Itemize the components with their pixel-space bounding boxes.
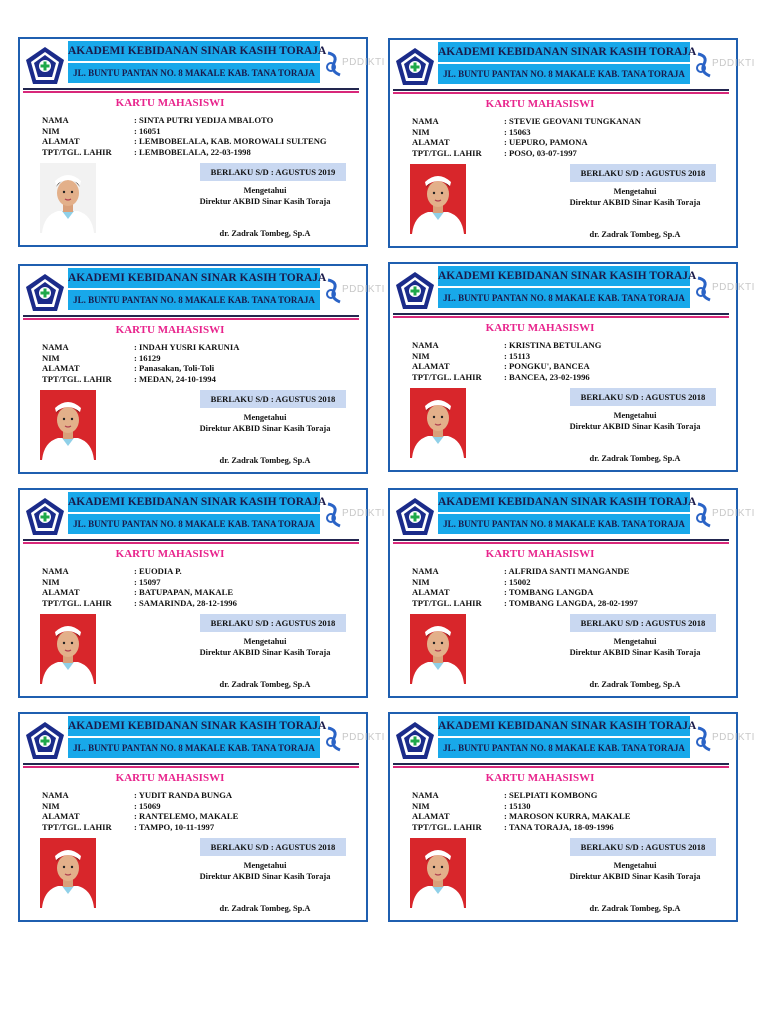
value-alamat: : Panasakan, Toli-Toli <box>134 363 215 373</box>
director-title: Direktur AKBID Sinar Kasih Toraja <box>569 648 701 657</box>
field-nama <box>412 340 601 351</box>
field-nim <box>412 801 631 812</box>
approval-label: Mengetahui <box>243 413 287 422</box>
label-nama: NAMA <box>412 566 439 576</box>
student-portrait-icon <box>410 838 466 908</box>
value-nim: : 16129 <box>134 352 161 363</box>
approval-label: Mengetahui <box>613 637 657 646</box>
academy-logo-icon <box>394 720 436 762</box>
academy-title: AKADEMI KEBIDANAN SINAR KASIH TORAJA <box>68 716 320 736</box>
academy-logo-icon <box>24 45 66 87</box>
student-fields <box>42 342 239 384</box>
value-alamat: : BATUPAPAN, MAKALE <box>134 587 234 597</box>
field-tpt <box>412 598 638 609</box>
academy-title: AKADEMI KEBIDANAN SINAR KASIH TORAJA <box>438 42 690 62</box>
academy-logo-icon <box>394 270 436 312</box>
field-tpt <box>42 147 327 158</box>
field-nama <box>42 115 327 126</box>
field-alamat <box>412 361 601 372</box>
field-nim <box>42 577 237 588</box>
pddikti-text: PDDIKTI <box>712 732 755 743</box>
academy-address: JL. BUNTU PANTAN NO. 8 MAKALE KAB. TANA TORAJA <box>68 514 320 534</box>
value-nama: : INDAH YUSRI KARUNIA <box>134 342 240 352</box>
label-alamat: ALAMAT <box>412 811 450 821</box>
student-card <box>18 37 385 247</box>
academy-address: JL. BUNTU PANTAN NO. 8 MAKALE KAB. TANA TORAJA <box>68 738 320 758</box>
value-tpt: : TANA TORAJA, 18-09-1996 <box>504 821 614 832</box>
label-nama: NAMA <box>412 116 439 126</box>
value-nim: : 16051 <box>134 125 161 136</box>
academy-title: AKADEMI KEBIDANAN SINAR KASIH TORAJA <box>438 492 690 512</box>
label-nama: NAMA <box>412 340 439 350</box>
field-nim <box>412 351 601 362</box>
academy-logo-icon <box>24 496 66 538</box>
header-divider-accent <box>23 766 359 768</box>
label-nim: NIM <box>42 352 60 363</box>
approval-block <box>540 860 730 882</box>
value-alamat: : RANTELEMO, MAKALE <box>134 811 239 821</box>
label-nama: NAMA <box>412 790 439 800</box>
label-nim: NIM <box>412 350 430 361</box>
label-nama: NAMA <box>42 342 69 352</box>
pddikti-text: PDDIKTI <box>712 282 755 293</box>
field-nama <box>412 790 631 801</box>
student-card <box>388 488 755 698</box>
director-title: Direktur AKBID Sinar Kasih Toraja <box>569 198 701 207</box>
student-portrait-icon <box>410 388 466 458</box>
signatory-name: dr. Zadrak Tombeg, Sp.A <box>219 904 311 913</box>
value-nama: : STEVIE GEOVANI TUNGKANAN <box>504 116 641 126</box>
card-heading: KARTU MAHASISWI <box>485 98 595 110</box>
pddikti-text: PDDIKTI <box>342 284 385 295</box>
approval-block <box>540 410 730 432</box>
student-card <box>388 262 755 472</box>
student-portrait-icon <box>410 614 466 684</box>
academy-address: JL. BUNTU PANTAN NO. 8 MAKALE KAB. TANA TORAJA <box>438 514 690 534</box>
student-photo <box>40 838 96 908</box>
value-tpt: : LEMBOBELALA, 22-03-1998 <box>134 146 251 157</box>
label-tpt: TPT/TGL. LAHIR <box>412 371 482 382</box>
field-tpt <box>42 598 237 609</box>
label-nama: NAMA <box>42 790 69 800</box>
signatory-name: dr. Zadrak Tombeg, Sp.A <box>589 454 681 463</box>
field-tpt <box>412 822 631 833</box>
value-tpt: : TAMPO, 10-11-1997 <box>134 821 215 832</box>
field-nim <box>412 127 641 138</box>
pddikti-logo <box>694 276 755 302</box>
signatory-name: dr. Zadrak Tombeg, Sp.A <box>219 229 311 238</box>
card-heading: KARTU MAHASISWI <box>115 97 225 109</box>
validity-badge: BERLAKU S/D : AGUSTUS 2018 <box>200 390 346 408</box>
pddikti-text: PDDIKTI <box>342 732 385 743</box>
academy-title: AKADEMI KEBIDANAN SINAR KASIH TORAJA <box>68 268 320 288</box>
student-card <box>18 712 385 922</box>
label-alamat: ALAMAT <box>412 361 450 371</box>
director-title: Direktur AKBID Sinar Kasih Toraja <box>199 872 331 881</box>
card-heading: KARTU MAHASISWI <box>485 772 595 784</box>
card-heading: KARTU MAHASISWI <box>115 548 225 560</box>
value-alamat: : PONGKU', BANCEA <box>504 361 590 371</box>
label-tpt: TPT/TGL. LAHIR <box>42 821 112 832</box>
header-divider <box>23 763 359 765</box>
pddikti-logo <box>324 726 385 752</box>
approval-label: Mengetahui <box>243 637 287 646</box>
student-fields <box>412 340 601 382</box>
academy-title: AKADEMI KEBIDANAN SINAR KASIH TORAJA <box>438 266 690 286</box>
value-nama: : ALFRIDA SANTI MANGANDE <box>504 566 630 576</box>
academy-title: AKADEMI KEBIDANAN SINAR KASIH TORAJA <box>68 492 320 512</box>
value-alamat: : MAROSON KURRA, MAKALE <box>504 811 631 821</box>
field-tpt <box>412 372 601 383</box>
value-alamat: : LEMBOBELALA, KAB. MOROWALI SULTENG <box>134 136 327 146</box>
label-alamat: ALAMAT <box>42 811 80 821</box>
academy-logo-icon <box>394 496 436 538</box>
label-tpt: TPT/TGL. LAHIR <box>42 146 112 157</box>
approval-block <box>540 186 730 208</box>
signatory-name: dr. Zadrak Tombeg, Sp.A <box>589 680 681 689</box>
approval-label: Mengetahui <box>243 186 287 195</box>
approval-block <box>170 412 360 434</box>
header-divider <box>23 88 359 90</box>
academy-title: AKADEMI KEBIDANAN SINAR KASIH TORAJA <box>438 716 690 736</box>
student-fields <box>42 566 237 608</box>
academy-address: JL. BUNTU PANTAN NO. 8 MAKALE KAB. TANA TORAJA <box>438 738 690 758</box>
label-nama: NAMA <box>42 566 69 576</box>
field-alamat <box>42 363 239 374</box>
field-nama <box>42 342 239 353</box>
field-nama <box>42 566 237 577</box>
pddikti-text: PDDIKTI <box>342 57 385 68</box>
field-alamat <box>412 587 638 598</box>
validity-badge: BERLAKU S/D : AGUSTUS 2018 <box>200 614 346 632</box>
label-alamat: ALAMAT <box>42 587 80 597</box>
header-divider-accent <box>393 542 729 544</box>
signatory-name: dr. Zadrak Tombeg, Sp.A <box>589 230 681 239</box>
field-tpt <box>42 822 238 833</box>
field-alamat <box>412 811 631 822</box>
validity-badge: BERLAKU S/D : AGUSTUS 2018 <box>570 614 716 632</box>
field-nim <box>42 801 238 812</box>
student-portrait-icon <box>40 838 96 908</box>
student-photo <box>410 614 466 684</box>
card-heading: KARTU MAHASISWI <box>485 548 595 560</box>
value-tpt: : BANCEA, 23-02-1996 <box>504 371 590 382</box>
label-tpt: TPT/TGL. LAHIR <box>42 373 112 384</box>
academy-logo-icon <box>24 720 66 762</box>
label-alamat: ALAMAT <box>412 587 450 597</box>
header-divider <box>393 539 729 541</box>
director-title: Direktur AKBID Sinar Kasih Toraja <box>569 872 701 881</box>
value-nim: : 15113 <box>504 350 531 361</box>
label-nim: NIM <box>412 126 430 137</box>
label-tpt: TPT/TGL. LAHIR <box>42 597 112 608</box>
value-tpt: : SAMARINDA, 28-12-1996 <box>134 597 237 608</box>
header-divider <box>23 315 359 317</box>
field-nama <box>42 790 238 801</box>
field-nama <box>412 116 641 127</box>
header-divider-accent <box>23 542 359 544</box>
student-card <box>18 488 385 698</box>
label-tpt: TPT/TGL. LAHIR <box>412 821 482 832</box>
pddikti-logo <box>324 278 385 304</box>
field-alamat <box>42 136 327 147</box>
value-nim: : 15063 <box>504 126 531 137</box>
validity-badge: BERLAKU S/D : AGUSTUS 2018 <box>200 838 346 856</box>
pddikti-text: PDDIKTI <box>712 508 755 519</box>
field-nim <box>412 577 638 588</box>
label-nim: NIM <box>42 800 60 811</box>
approval-block <box>170 185 360 207</box>
approval-block <box>170 860 360 882</box>
header-divider-accent <box>23 318 359 320</box>
value-tpt: : MEDAN, 24-10-1994 <box>134 373 216 384</box>
student-photo <box>40 614 96 684</box>
academy-logo-icon <box>24 272 66 314</box>
approval-label: Mengetahui <box>243 861 287 870</box>
student-photo <box>40 163 96 233</box>
value-nama: : SELPIATI KOMBONG <box>504 790 598 800</box>
validity-badge: BERLAKU S/D : AGUSTUS 2018 <box>570 388 716 406</box>
approval-label: Mengetahui <box>613 411 657 420</box>
student-photo <box>410 164 466 234</box>
field-tpt <box>412 148 641 159</box>
header-divider-accent <box>393 92 729 94</box>
student-card <box>18 264 385 474</box>
academy-title: AKADEMI KEBIDANAN SINAR KASIH TORAJA <box>68 41 320 61</box>
signatory-name: dr. Zadrak Tombeg, Sp.A <box>589 904 681 913</box>
label-tpt: TPT/TGL. LAHIR <box>412 147 482 158</box>
header-divider <box>393 89 729 91</box>
director-title: Direktur AKBID Sinar Kasih Toraja <box>569 422 701 431</box>
pddikti-logo <box>694 502 755 528</box>
header-divider <box>393 313 729 315</box>
student-portrait-icon <box>40 163 96 233</box>
student-photo <box>410 838 466 908</box>
student-photo <box>40 390 96 460</box>
pddikti-logo <box>694 52 755 78</box>
label-nim: NIM <box>412 800 430 811</box>
label-nim: NIM <box>42 125 60 136</box>
label-tpt: TPT/TGL. LAHIR <box>412 597 482 608</box>
student-card <box>388 38 755 248</box>
student-fields <box>412 790 631 832</box>
pddikti-logo <box>324 502 385 528</box>
value-alamat: : TOMBANG LANGDA <box>504 587 594 597</box>
label-nim: NIM <box>42 576 60 587</box>
validity-badge: BERLAKU S/D : AGUSTUS 2019 <box>200 163 346 181</box>
field-nim <box>42 126 327 137</box>
label-alamat: ALAMAT <box>42 136 80 146</box>
value-nim: : 15130 <box>504 800 531 811</box>
student-card <box>388 712 755 922</box>
card-heading: KARTU MAHASISWI <box>115 772 225 784</box>
value-tpt: : POSO, 03-07-1997 <box>504 147 577 158</box>
pddikti-logo <box>324 51 385 77</box>
value-nama: : KRISTINA BETULANG <box>504 340 602 350</box>
director-title: Direktur AKBID Sinar Kasih Toraja <box>199 197 331 206</box>
field-alamat <box>412 137 641 148</box>
value-nim: : 15002 <box>504 576 531 587</box>
card-heading: KARTU MAHASISWI <box>485 322 595 334</box>
header-divider-accent <box>393 766 729 768</box>
pddikti-text: PDDIKTI <box>342 508 385 519</box>
student-fields <box>412 566 638 608</box>
signatory-name: dr. Zadrak Tombeg, Sp.A <box>219 456 311 465</box>
academy-address: JL. BUNTU PANTAN NO. 8 MAKALE KAB. TANA TORAJA <box>68 290 320 310</box>
student-fields <box>42 790 238 832</box>
header-divider-accent <box>393 316 729 318</box>
student-fields <box>42 115 327 157</box>
value-tpt: : TOMBANG LANGDA, 28-02-1997 <box>504 597 638 608</box>
value-nim: : 15069 <box>134 800 161 811</box>
pddikti-logo <box>694 726 755 752</box>
field-nama <box>412 566 638 577</box>
label-nim: NIM <box>412 576 430 587</box>
academy-address: JL. BUNTU PANTAN NO. 8 MAKALE KAB. TANA TORAJA <box>438 288 690 308</box>
academy-logo-icon <box>394 46 436 88</box>
signatory-name: dr. Zadrak Tombeg, Sp.A <box>219 680 311 689</box>
header-divider-accent <box>23 91 359 93</box>
field-alamat <box>42 811 238 822</box>
approval-label: Mengetahui <box>613 861 657 870</box>
approval-block <box>540 636 730 658</box>
value-nama: : SINTA PUTRI YEDIJA MBALOTO <box>134 115 274 125</box>
label-alamat: ALAMAT <box>42 363 80 373</box>
academy-address: JL. BUNTU PANTAN NO. 8 MAKALE KAB. TANA TORAJA <box>438 64 690 84</box>
student-fields <box>412 116 641 158</box>
academy-address: JL. BUNTU PANTAN NO. 8 MAKALE KAB. TANA TORAJA <box>68 63 320 83</box>
label-alamat: ALAMAT <box>412 137 450 147</box>
approval-label: Mengetahui <box>613 187 657 196</box>
value-nama: : YUDIT RANDA BUNGA <box>134 790 233 800</box>
pddikti-text: PDDIKTI <box>712 58 755 69</box>
field-alamat <box>42 587 237 598</box>
header-divider <box>23 539 359 541</box>
field-nim <box>42 353 239 364</box>
director-title: Direktur AKBID Sinar Kasih Toraja <box>199 648 331 657</box>
value-nama: : EUODIA P. <box>134 566 182 576</box>
card-heading: KARTU MAHASISWI <box>115 324 225 336</box>
value-alamat: : UEPURO, PAMONA <box>504 137 588 147</box>
value-nim: : 15097 <box>134 576 161 587</box>
student-photo <box>410 388 466 458</box>
field-tpt <box>42 374 239 385</box>
label-nama: NAMA <box>42 115 69 125</box>
student-portrait-icon <box>40 614 96 684</box>
validity-badge: BERLAKU S/D : AGUSTUS 2018 <box>570 838 716 856</box>
student-portrait-icon <box>40 390 96 460</box>
header-divider <box>393 763 729 765</box>
director-title: Direktur AKBID Sinar Kasih Toraja <box>199 424 331 433</box>
validity-badge: BERLAKU S/D : AGUSTUS 2018 <box>570 164 716 182</box>
student-portrait-icon <box>410 164 466 234</box>
approval-block <box>170 636 360 658</box>
